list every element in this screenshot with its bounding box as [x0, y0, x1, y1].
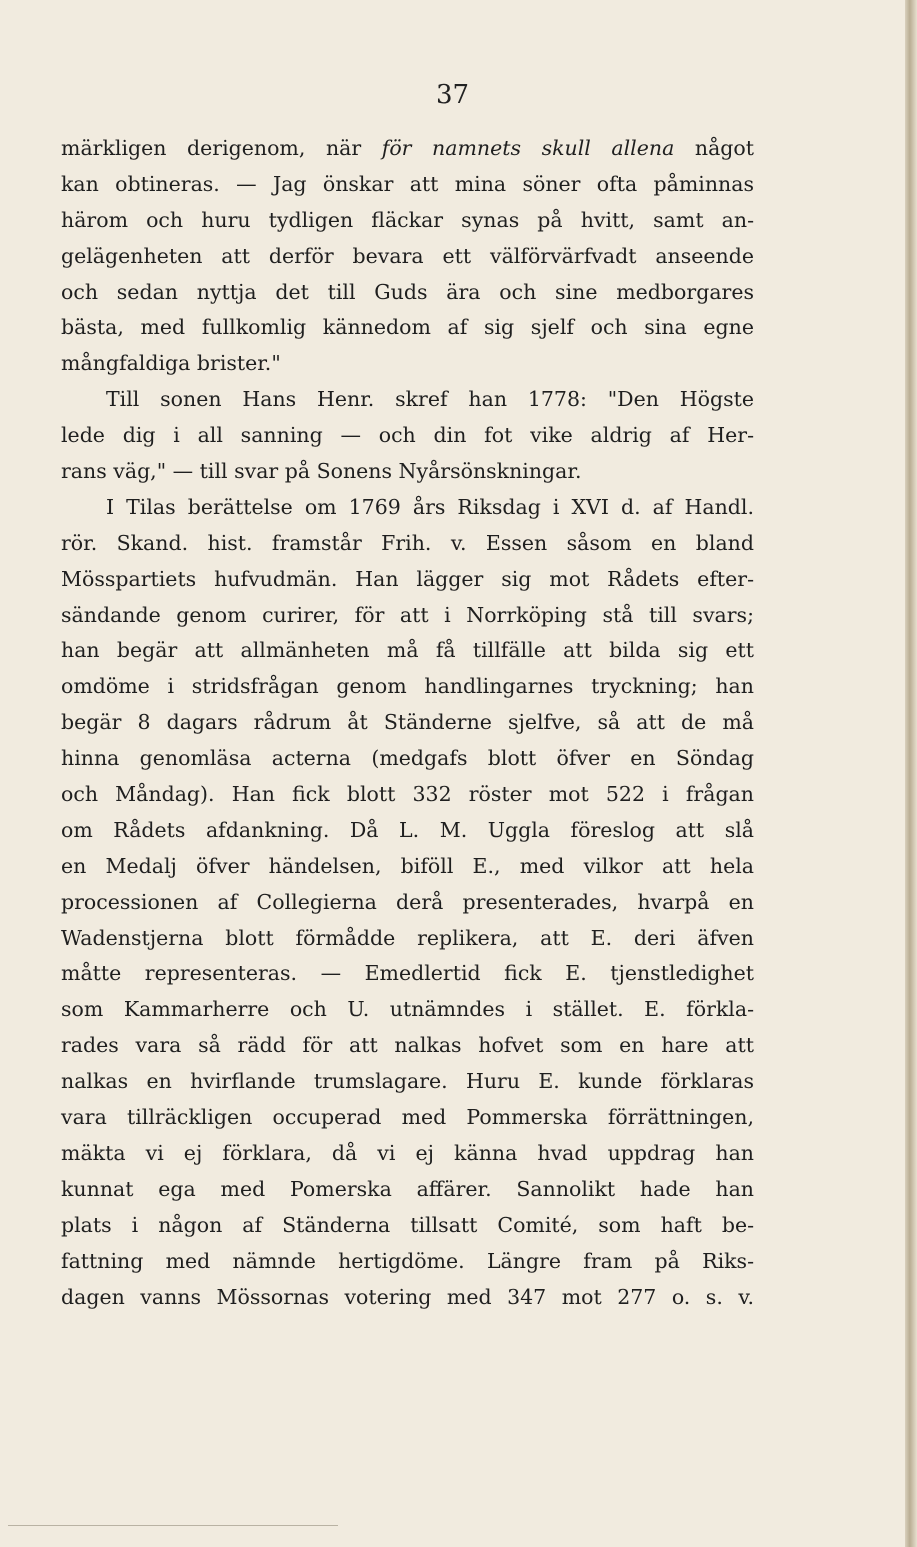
text-line: rör. Skand. hist. framstår Frih. v. Essen såsom en bland: [61, 530, 754, 555]
text-line: en Medalj öfver händelsen, biföll E., med vilkor att hela: [61, 853, 754, 878]
text-line: fattning med nämnde hertigdöme. Längre fram på Riks-: [61, 1248, 754, 1273]
text-line: Wadenstjerna blott förmådde replikera, att E. deri äfven: [61, 925, 754, 950]
italic-phrase: för namnets skull allena: [381, 136, 675, 160]
text-line: Till sonen Hans Henr. skref han 1778: "Den Högste: [106, 387, 754, 412]
text-line: rades vara så rädd för att nalkas hofvet som en hare att: [61, 1033, 754, 1058]
text-line: Mösspartiets hufvudmän. Han lägger sig mot Rådets efter-: [61, 566, 754, 591]
text-line: och sedan nyttja det till Guds ära och sine medborgares: [61, 279, 754, 304]
text-line: rans väg," — till svar på Sonens Nyårsönskningar.: [61, 459, 582, 484]
text-line: hinna genomläsa acterna (medgafs blott öfver en Söndag: [61, 746, 754, 771]
text-line: processionen af Collegierna derå presenterades, hvarpå en: [61, 889, 754, 914]
text-line: och Måndag). Han fick blott 332 röster mot 522 i frågan: [61, 782, 754, 807]
text-line: plats i någon af Ständerna tillsatt Comité, som haft be-: [61, 1212, 754, 1237]
text-run: märkligen derigenom, när: [61, 136, 382, 160]
text-line: han begär att allmänheten må få tillfälle att bilda sig ett: [61, 638, 754, 663]
bottom-rule: [8, 1525, 338, 1526]
text-line: kan obtineras. — Jag önskar att mina söner ofta påminnas: [61, 171, 754, 196]
text-run: något: [674, 136, 754, 160]
text-line: vara tillräckligen occuperad med Pommerska förrättningen,: [61, 1105, 754, 1130]
text-line: mångfaldiga brister.": [61, 351, 281, 376]
text-line: om Rådets afdankning. Då L. M. Uggla föreslog att slå: [61, 817, 754, 842]
text-line: dagen vanns Mössornas votering med 347 mot 277 o. s. v.: [61, 1284, 754, 1309]
text-line: sändande genom curirer, för att i Norrköping stå till svars;: [61, 602, 754, 627]
text-line: som Kammarherre och U. utnämndes i stället. E. förkla-: [61, 997, 754, 1022]
book-gutter: [905, 0, 917, 1547]
text-line: I Tilas berättelse om 1769 års Riksdag i XVI d. af Handl.: [106, 494, 754, 519]
text-line: lede dig i all sanning — och din fot vike aldrig af Her-: [61, 423, 754, 448]
text-line: bästa, med fullkomlig kännedom af sig sjelf och sina egne: [61, 315, 754, 340]
text-line: begär 8 dagars rådrum åt Ständerne sjelfve, så att de må: [61, 710, 754, 735]
text-line: måtte representeras. — Emedlertid fick E. tjenstledighet: [61, 961, 754, 986]
body-text: [61, 131, 754, 1315]
text-line: omdöme i stridsfrågan genom handlingarnes tryckning; han: [61, 674, 754, 699]
text-line: nalkas en hvirflande trumslagare. Huru E. kunde förklaras: [61, 1069, 754, 1094]
text-line: [61, 131, 754, 167]
text-line: kunnat ega med Pomerska affärer. Sannolikt hade han: [61, 1176, 754, 1201]
text-line: mäkta vi ej förklara, då vi ej känna hvad uppdrag han: [61, 1140, 754, 1165]
text-line: gelägenheten att derför bevara ett välförvärfvadt anseende: [61, 243, 754, 268]
text-line: härom och huru tydligen fläckar synas på hvitt, samt an-: [61, 207, 754, 232]
page-number: 37: [435, 80, 470, 110]
